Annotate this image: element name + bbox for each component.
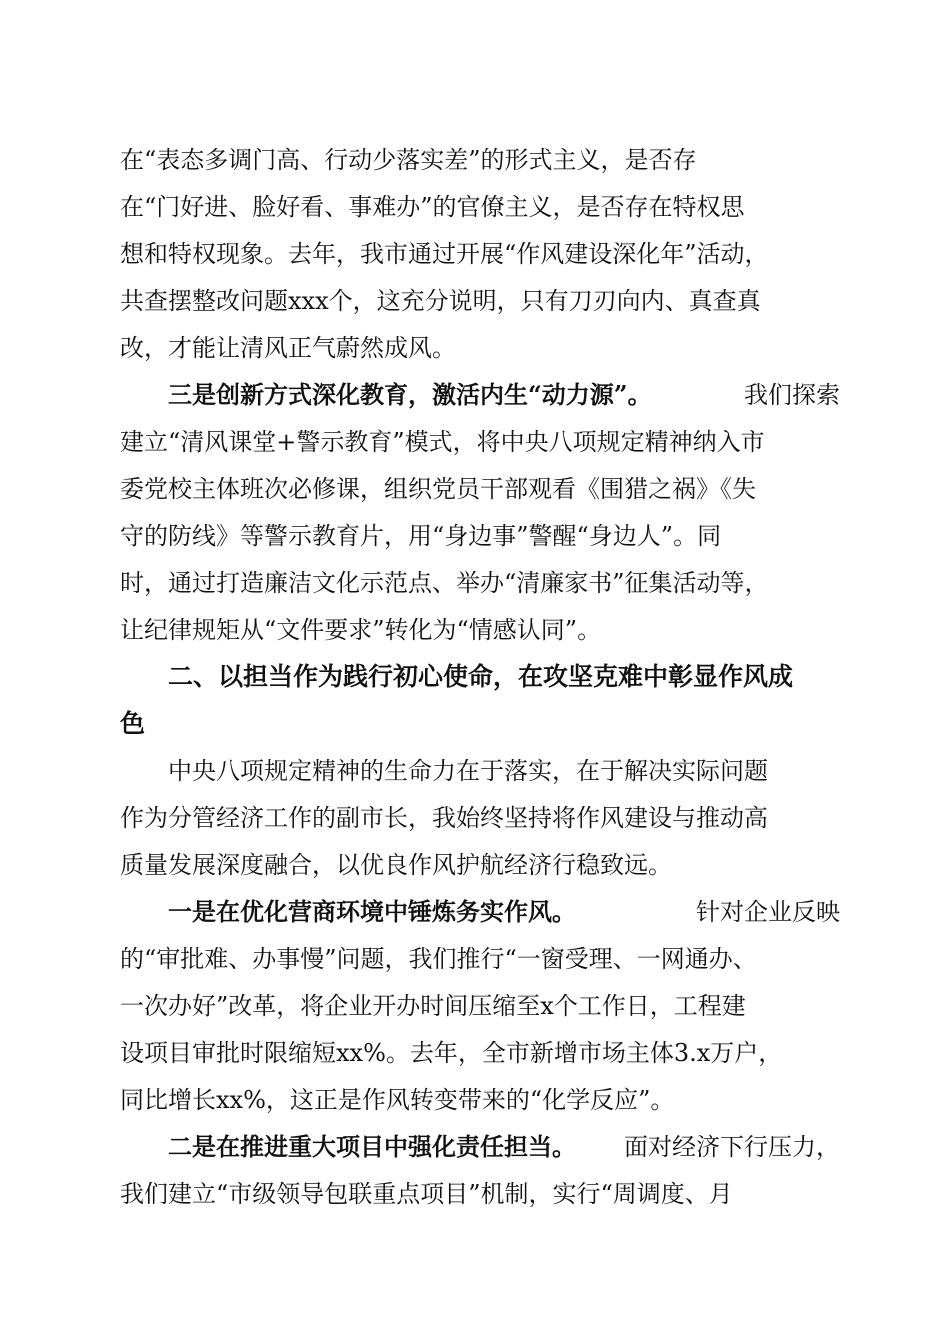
body-text-line: 让纪律规矩从“文件要求”转化为“情感认同”。 [120,616,602,644]
body-text-line: 时，通过打造廉洁文化示范点、举办“清廉家书”征集活动等， [120,569,769,597]
body-text-line: 在“门好进、脸好看、事难办”的官僚主义，是否存在特权思 [120,193,745,221]
body-text-line: 的“审批难、办事慢”问题，我们推行“一窗受理、一网通办、 [120,945,757,973]
body-text-line: 想和特权现象。去年，我市通过开展“作风建设深化年”活动， [120,240,769,268]
paragraph-lead-bold: 二是在推进重大项目中强化责任担当。 [168,1132,576,1161]
paragraph-lead-rest: 我们探索 [744,381,840,409]
body-text-line: 我们建立“市级领导包联重点项目”机制，实行“周调度、月 [120,1180,733,1208]
body-text-line: 在“表态多调门高、行动少落实差”的形式主义，是否存 [120,146,697,174]
paragraph-lead-rest: 面对经济下行压力， [624,1133,840,1161]
body-text-line: 中央八项规定精神的生命力在于落实，在于解决实际问题 [168,757,768,785]
body-text-line: 质量发展深度融合，以优良作风护航经济行稳致远。 [120,851,672,879]
body-text-line: 同比增长xx%，这正是作风转变带来的“化学反应”。 [120,1086,675,1114]
body-text-line: 委党校主体班次必修课，组织党员干部观看《围猎之祸》《失 [120,475,756,503]
paragraph-lead-rest: 针对企业反映 [696,898,840,926]
body-text-line: 建立“清风课堂+警示教育”模式，将中央八项规定精神纳入市 [120,428,765,456]
section-heading: 二、以担当作为践行初心使命，在攻坚克难中彰显作风成 [168,662,794,691]
paragraph-lead-bold: 一是在优化营商环境中锤炼务实作风。 [168,897,576,926]
section-heading-continued: 色 [120,709,146,738]
body-text-line: 共查摆整改问题xxx个，这充分说明，只有刀刃向内、真查真 [120,287,761,315]
body-text-line: 一次办好”改革，将企业开办时间压缩至x个工作日，工程建 [120,992,746,1020]
paragraph-lead-line [168,378,840,412]
body-text-line: 改，才能让清风正气蔚然成风。 [120,334,456,362]
paragraph-lead-line [168,895,840,929]
paragraph-lead-line [168,1130,840,1164]
paragraph-lead-bold: 三是创新方式深化教育，激活内生“动力源”。 [168,380,652,409]
body-text-line: 设项目审批时限缩短xx%。去年，全市新增市场主体3.x万户， [120,1039,783,1067]
body-text-line: 守的防线》等警示教育片，用“身边事”警醒“身边人”。同 [120,522,722,550]
body-text-line: 作为分管经济工作的副市长，我始终坚持将作风建设与推动高 [120,804,768,832]
